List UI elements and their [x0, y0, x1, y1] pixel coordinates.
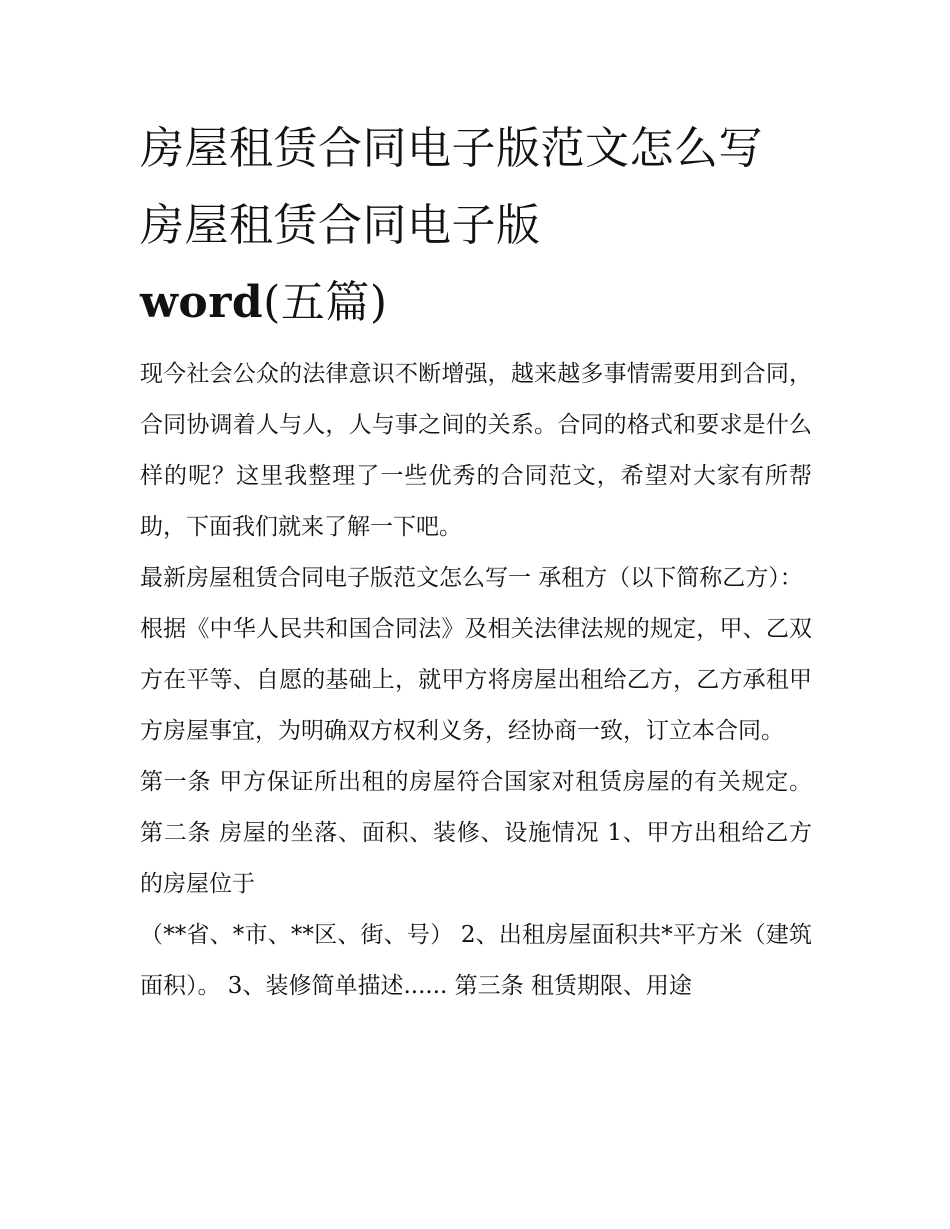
document-title	[140, 110, 812, 341]
intro-paragraph: 现今社会公众的法律意识不断增强，越来越多事情需要用到合同，合同协调着人与人，人与事之间的关系。合同的格式和要求是什么样的呢？这里我整理了一些优秀的合同范文，希望对大家有所帮助，下面我们就来了解一下吧。	[140, 361, 812, 540]
preamble-paragraph: 根据《中华人民共和国合同法》及相关法律法规的规定，甲、乙双方在平等、自愿的基础上，就甲方将房屋出租给乙方，乙方承租甲方房屋事宜，为明确双方权利义务，经协商一致，订立本合同。	[140, 616, 812, 744]
property-details-paragraph: （**省、*市、**区、街、号） 2、出租房屋面积共*平方米（建筑面积）。 3、装修简单描述...... 第三条 租赁期限、用途	[140, 922, 812, 999]
section-heading-paragraph: 最新房屋租赁合同电子版范文怎么写一 承租方（以下简称乙方）：	[140, 565, 803, 591]
document-body	[140, 110, 812, 1012]
article-one-two-paragraph: 第一条 甲方保证所出租的房屋符合国家对租赁房屋的有关规定。 第二条 房屋的坐落、面积、装修、设施情况 1、甲方出租给乙方的房屋位于	[140, 769, 812, 897]
title-chinese: 房屋租赁合同电子版范文怎么写 房屋租赁合同电子版	[140, 123, 763, 251]
title-suffix: (五篇)	[263, 277, 388, 328]
title-latin: word	[140, 277, 264, 328]
